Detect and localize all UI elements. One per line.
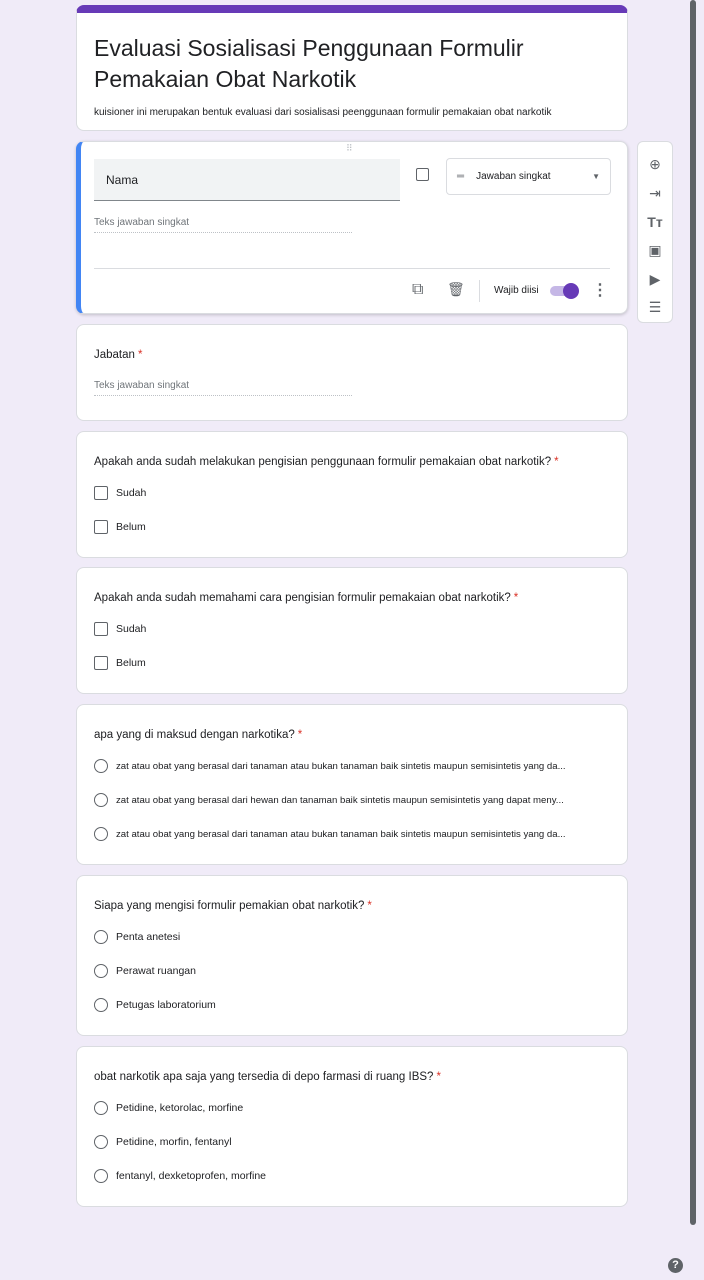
question-title: obat narkotik apa saja yang tersedia di depo farmasi di ruang IBS? [94,1071,434,1083]
checkbox-option[interactable]: Belum [94,510,610,544]
radio-option[interactable]: Petidine, ketorolac, morfine [94,1091,610,1125]
form-description[interactable]: kuisioner ini merupakan bentuk evaluasi dari sosialisasi peenggunaan formulir pemakaian obat narkotik [94,107,552,118]
duplicate-icon[interactable]: ⧉ [412,281,424,298]
required-mark: * [137,349,143,361]
more-options-icon[interactable]: ⋮ [592,282,608,299]
question-card[interactable] [76,875,628,1036]
drag-handle-icon[interactable]: ⠿ [346,143,353,153]
add-image-icon[interactable]: ▣ [648,241,662,258]
question-title-input[interactable]: Nama [94,159,400,201]
short-answer-preview: Teks jawaban singkat [94,380,352,396]
short-answer-preview: Teks jawaban singkat [94,217,352,233]
form-title[interactable]: Evaluasi Sosialisasi Penggunaan Formulir Pemakaian Obat Narkotik [94,35,524,92]
radio-option[interactable]: Petugas laboratorium [94,988,610,1022]
add-section-icon[interactable]: ☰ [648,299,662,316]
divider [94,268,610,269]
required-mark: * [554,456,559,468]
form-header[interactable] [76,5,628,131]
floating-toolbar [637,141,673,323]
radio-option[interactable]: Petidine, morfin, fentanyl [94,1125,610,1159]
import-questions-icon[interactable]: ⇥ [649,184,661,201]
delete-icon[interactable]: 🗑 [447,281,465,297]
scrollbar[interactable] [690,0,696,1225]
help-icon[interactable]: ? [668,1258,683,1273]
divider [479,280,480,302]
question-type-dropdown[interactable]: ═ Jawaban singkat ▼ [446,158,611,195]
question-title: Apakah anda sudah memahami cara pengisian formulir pemakaian obat narkotik? [94,592,511,604]
radio-option[interactable]: fentanyl, dexketoprofen, morfine [94,1159,610,1193]
short-answer-icon: ═ [457,171,465,182]
add-question-icon[interactable]: ⊕ [649,155,661,172]
required-toggle[interactable] [550,286,576,296]
question-title: Apakah anda sudah melakukan pengisian penggunaan formulir pemakaian obat narkotik? [94,456,552,468]
required-label: Wajib diisi [494,285,539,296]
radio-option[interactable]: zat atau obat yang berasal dari tanaman atau bukan tanaman baik sintetis maupun semisintetis yang da... [94,817,610,851]
question-title: Siapa yang mengisi formulir pemakian obat narkotik? [94,900,365,912]
required-mark: * [297,729,303,741]
checkbox-option[interactable]: Sudah [94,476,610,510]
checkbox-option[interactable]: Belum [94,646,610,680]
add-image-icon[interactable] [416,168,429,181]
radio-option[interactable]: zat atau obat yang berasal dari hewan dan tanaman baik sintetis maupun semisintetis yang dapat meny... [94,783,610,817]
add-video-icon[interactable]: ▶ [649,270,661,287]
question-card[interactable] [76,704,628,865]
question-card[interactable] [76,431,628,558]
required-mark: * [436,1071,441,1083]
radio-option[interactable]: Penta anetesi [94,920,610,954]
question-card[interactable] [76,324,628,421]
question-title: Jabatan [94,349,135,361]
radio-option[interactable]: Perawat ruangan [94,954,610,988]
required-mark: * [513,592,519,604]
active-question-card[interactable] [76,141,628,314]
add-title-icon[interactable]: Tт [647,213,663,230]
chevron-down-icon: ▼ [592,172,600,181]
question-card[interactable] [76,567,628,694]
checkbox-option[interactable]: Sudah [94,612,610,646]
required-mark: * [367,900,372,912]
radio-option[interactable]: zat atau obat yang berasal dari tanaman atau bukan tanaman baik sintetis maupun semisintetis yang da... [94,749,610,783]
question-card[interactable] [76,1046,628,1207]
question-title: apa yang di maksud dengan narkotika? [94,729,295,741]
